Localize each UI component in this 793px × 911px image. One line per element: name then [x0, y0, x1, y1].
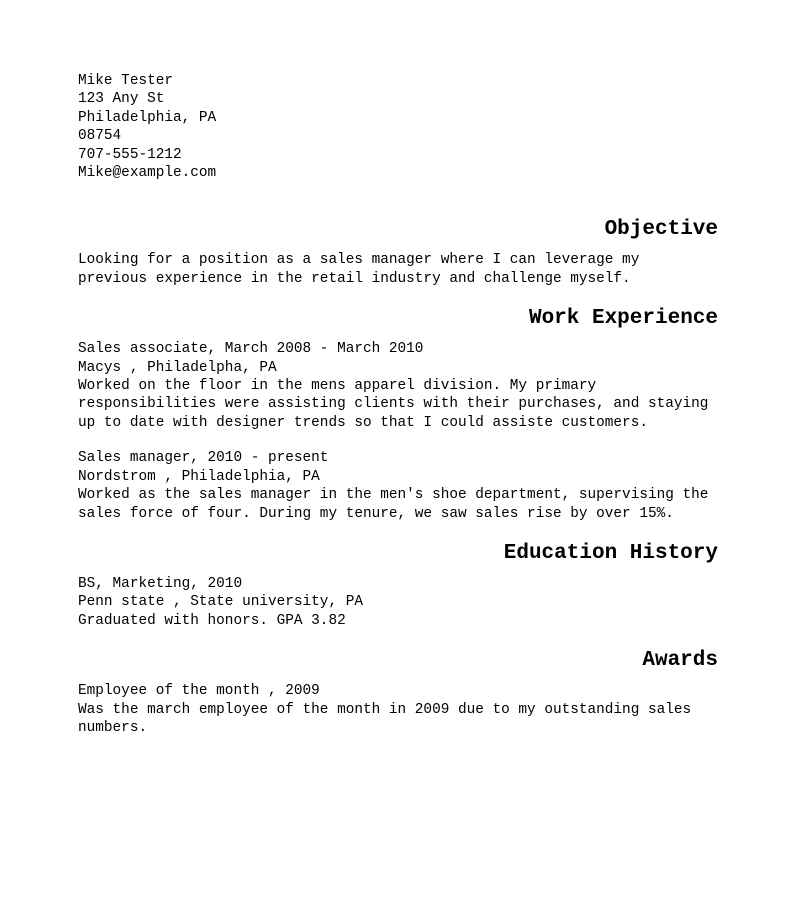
contact-name: Mike Tester	[78, 73, 173, 89]
section-title-objective: Objective	[604, 218, 718, 242]
text-line: Looking for a position as a sales manager where I can leverage my	[78, 252, 640, 269]
education-entry	[78, 575, 718, 630]
text-line: sales force of four. During my tenure, we saw sales rise by over 15%.	[78, 505, 674, 522]
text-line: Worked on the floor in the mens apparel division. My primary	[78, 378, 597, 395]
text-line: up to date with designer trends so that I could assiste customers.	[78, 414, 648, 431]
contact-street: 123 Any St	[78, 91, 165, 108]
section-title-work-experience: Work Experience	[528, 307, 718, 331]
section-title-education-history: Education History	[503, 541, 718, 565]
section-work-experience	[78, 288, 718, 523]
contact-email: Mike@example.com	[78, 165, 217, 182]
text-line: numbers.	[78, 719, 148, 736]
award-entry	[78, 682, 718, 737]
job-entry	[78, 340, 718, 432]
contact-city: Philadelphia, PA	[78, 109, 217, 126]
paragraph	[78, 251, 718, 288]
job-employer-line: Nordstrom , Philadelphia, PA	[78, 468, 320, 485]
text-line: previous experience in the retail industry and challenge myself.	[78, 270, 631, 287]
award-title-line: Employee of the month , 2009	[78, 683, 320, 700]
contact-zip: 08754	[78, 128, 122, 145]
degree-line: BS, Marketing, 2010	[78, 575, 243, 592]
text-line: Was the march employee of the month in 2009 due to my outstanding sales	[78, 701, 692, 718]
job-employer-line: Macys , Philadelpha, PA	[78, 359, 277, 376]
contact-block	[78, 72, 718, 182]
job-entry	[78, 449, 718, 523]
text-line: responsibilities were assisting clients with their purchases, and staying	[78, 396, 709, 413]
section-title-awards: Awards	[642, 649, 718, 673]
section-education-history	[78, 523, 718, 630]
job-title-line: Sales manager, 2010 - present	[78, 450, 329, 467]
school-line: Penn state , State university, PA	[78, 594, 363, 611]
text-line: Graduated with honors. GPA 3.82	[78, 612, 346, 629]
contact-phone: 707-555-1212	[78, 146, 182, 163]
section-objective	[78, 199, 718, 288]
section-awards	[78, 630, 718, 737]
text-line: Worked as the sales manager in the men's shoe department, supervising the	[78, 487, 709, 504]
job-title-line: Sales associate, March 2008 - March 2010	[78, 341, 424, 358]
